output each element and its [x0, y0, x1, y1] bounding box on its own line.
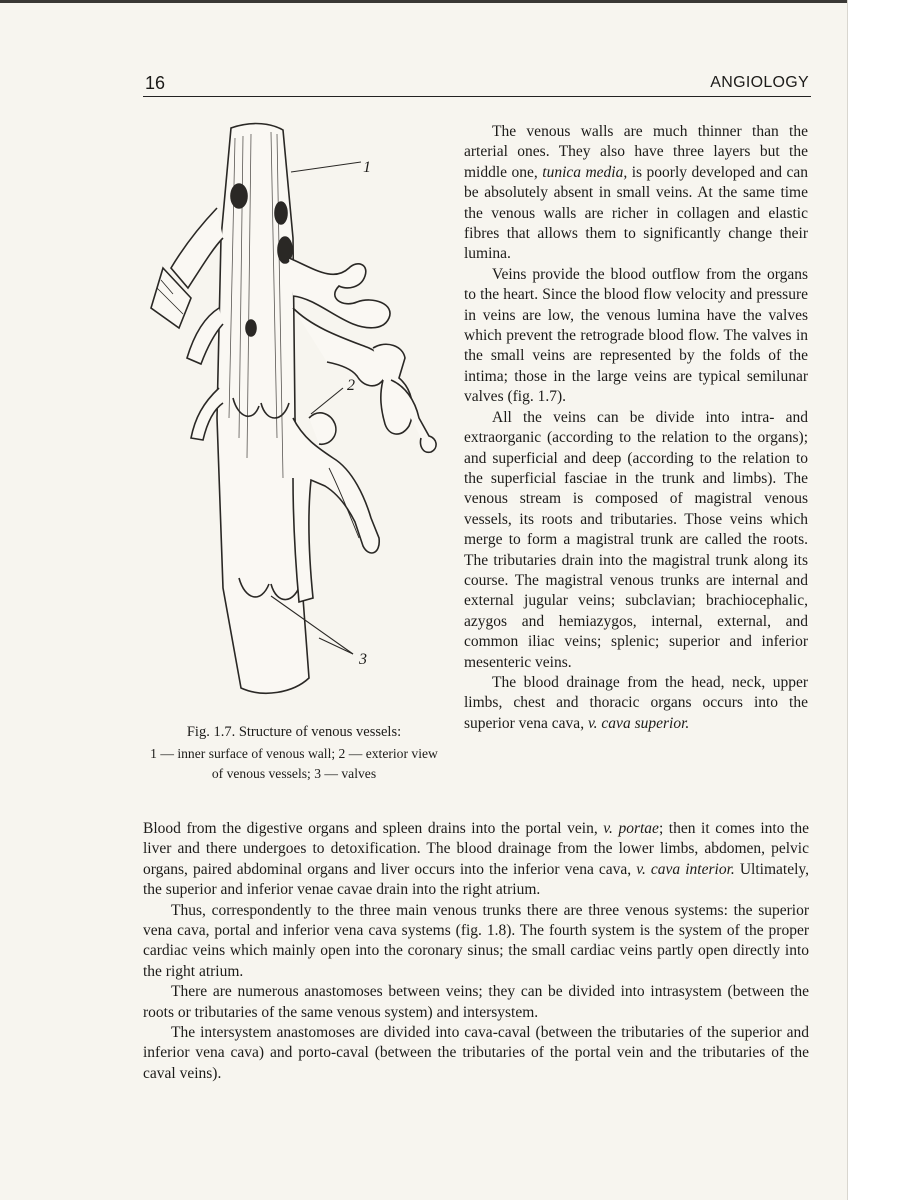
scan-top-edge — [0, 0, 848, 3]
paragraph: All the veins can be divide into intra- and extraorganic (according to the relation to the organs); and superficial and deep (according to the relation to the superficial fasciae in the trunk and limbs). The venous stream is composed of magistral venous vessels, its roots and tributaries. Those veins which merge to form a magistral trunk are called the roots. The tributaries drain into the magistral trunk along its course. The magistral venous trunks are internal and external jugular veins; subclavian; brachiocephalic, azygos and hemiazygos, internal, external, and common iliac veins; splenic; superior and inferior mesenteric veins. — [464, 408, 808, 671]
paragraph: The venous walls are much thinner than the arterial ones. They also have three layers but the middle one, tunica media, is poorly developed and can be absolutely absent in small veins. At the same time the venous walls are richer in collagen and elastic fibres that allows them to significantly change their lumina. — [464, 123, 809, 263]
tributary-left — [171, 208, 223, 288]
scanner-margin — [847, 0, 900, 1200]
paragraph: There are numerous anastomoses between veins; they can be divided into intrasystem (between the roots or tributaries of the same venous system) and intersystem. — [143, 983, 809, 1021]
caption-title: Fig. 1.7. Structure of venous vessels: — [186, 724, 402, 740]
label-leader-2 — [311, 388, 343, 414]
paragraph: The blood drainage from the head, neck, upper limbs, chest and thoracic organs occurs into the superior vena cava, v. cava superior. — [464, 673, 808, 732]
figure-label-1: 1 — [363, 159, 371, 176]
paragraph: The intersystem anastomoses are divided into cava-caval (between the tributaries of the superior and inferior vena cava) and porto-caval (between the tributaries of the portal vein and the tributaries of the caval veins). — [143, 1024, 809, 1082]
right-text-column — [464, 122, 808, 734]
page-number: 16 — [145, 73, 166, 93]
label-leader-1 — [291, 162, 361, 172]
venous-vessels-figure — [143, 118, 461, 718]
exterior-vein — [293, 418, 379, 602]
figure-label-2: 2 — [347, 377, 355, 394]
exterior-vein-branch — [309, 413, 336, 444]
label-leader-3b — [319, 638, 353, 654]
vein-orifice — [231, 184, 247, 208]
section-title: ANGIOLOGY — [710, 74, 809, 91]
tributary-right — [373, 344, 413, 434]
running-header — [143, 72, 811, 97]
venous-vessels-illustration — [143, 118, 461, 718]
figure-caption — [143, 722, 445, 784]
paragraph: Blood from the digestive organs and spleen drains into the portal vein, v. portae; then it comes into the liver and there undergoes to detoxification. The blood drainage from the lower limbs, abdomen, pelvic organs, paired abdominal organs and liver occurs into the inferior vena cava, v. cava interior. Ultimately, the superior and inferior venae cavae drain into the right atrium. — [143, 820, 809, 899]
paragraph: Veins provide the blood outflow from the organs to the heart. Since the blood flow velocity and pressure in veins are low, the venous lumina have the valves which prevent the retrograde blood flow. The valves in the small veins are represented by the folds of the intima; those in the large veins are typical semilunar valves (fig. 1.7). — [464, 265, 808, 406]
caption-legend: 1 — inner surface of venous wall; 2 — exterior view of venous vessels; 3 — valves — [150, 746, 438, 781]
vein-orifice — [275, 202, 287, 224]
paragraph: Thus, correspondently to the three main venous trunks there are three venous systems: the superior vena cava, portal and inferior vena cava systems (fig. 1.8). The fourth system is the system of the proper cardiac veins which mainly open into the coronary sinus; the small cardiac veins partly open directly into the right atrium. — [143, 901, 809, 980]
figure-label-3: 3 — [359, 651, 367, 668]
full-width-text — [143, 819, 809, 1084]
vein-orifice — [246, 320, 256, 336]
